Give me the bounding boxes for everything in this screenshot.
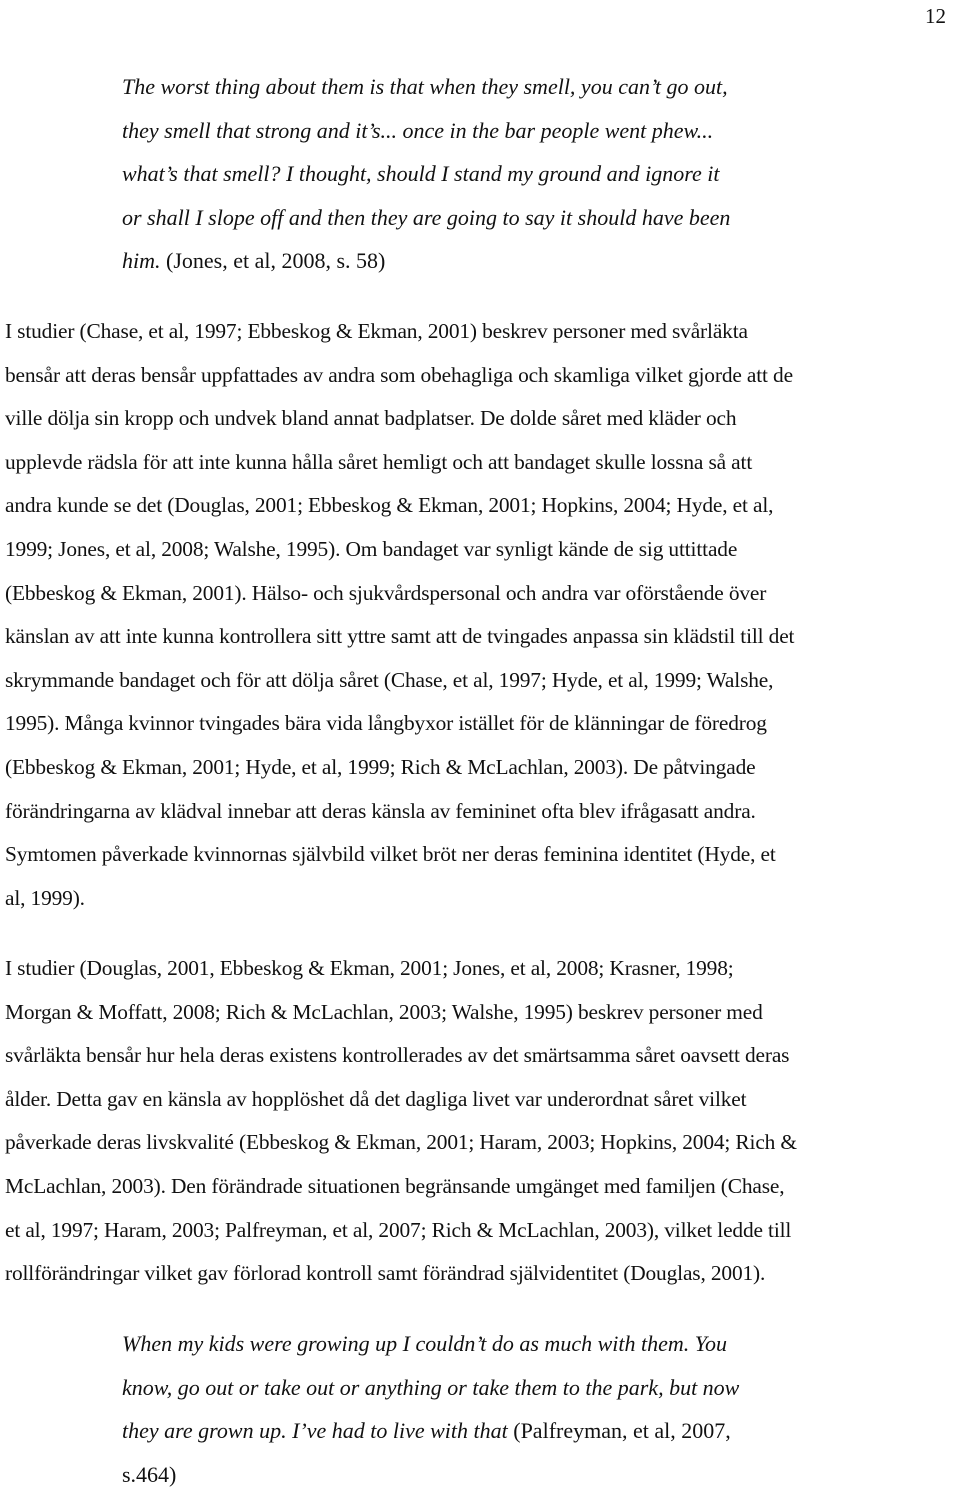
paragraph-2 (5, 947, 960, 1296)
paragraph-line: McLachlan, 2003). Den förändrade situationen begränsande umgänget med familjen (Chase, (5, 1165, 960, 1209)
paragraph-line: rollförändringar vilket gav förlorad kontroll samt förändrad självidentitet (Douglas, 2001). (5, 1252, 960, 1296)
paragraph-line: ålder. Detta gav en känsla av hopplöshet då det dagliga livet var underordnat såret vilket (5, 1078, 960, 1122)
paragraph-line: (Ebbeskog & Ekman, 2001). Hälso- och sjukvårdspersonal och andra var oförstående över (5, 572, 960, 616)
block-quote-1 (122, 65, 882, 283)
quote-line: what’s that smell? I thought, should I stand my ground and ignore it (122, 152, 882, 196)
paragraph-line: ville dölja sin kropp och undvek bland annat badplatser. De dolde såret med kläder och (5, 397, 960, 441)
paragraph-line: (Ebbeskog & Ekman, 2001; Hyde, et al, 1999; Rich & McLachlan, 2003). De påtvingade (5, 746, 960, 790)
quote-line (122, 239, 882, 283)
quote-line: they smell that strong and it’s... once in the bar people went phew... (122, 109, 882, 153)
block-quote-2 (122, 1322, 882, 1496)
paragraph-line: al, 1999). (5, 877, 960, 921)
paragraph-line: upplevde rädsla för att inte kunna hålla såret hemligt och att bandaget skulle lossna så att (5, 441, 960, 485)
paragraph-line: 1999; Jones, et al, 2008; Walshe, 1995). Om bandaget var synligt kände de sig uttittade (5, 528, 960, 572)
quote-line: know, go out or take out or anything or take them to the park, but now (122, 1366, 882, 1410)
quote-line (122, 1409, 882, 1453)
quote-citation: (Jones, et al, 2008, s. 58) (161, 248, 386, 273)
quote-citation: (Palfreyman, et al, 2007, (508, 1418, 731, 1443)
paragraph-line: I studier (Chase, et al, 1997; Ebbeskog & Ekman, 2001) beskrev personer med svårläkta (5, 310, 960, 354)
quote-line: or shall I slope off and then they are going to say it should have been (122, 196, 882, 240)
quote-citation-end: s.464) (122, 1453, 882, 1496)
paragraph-line: känslan av att inte kunna kontrollera sitt yttre samt att de tvingades anpassa sin klädstil till det (5, 615, 960, 659)
page-number: 12 (925, 4, 946, 28)
quote-line: The worst thing about them is that when they smell, you can’t go out, (122, 65, 882, 109)
paragraph-line: Morgan & Moffatt, 2008; Rich & McLachlan, 2003; Walshe, 1995) beskrev personer med (5, 991, 960, 1035)
quote-line: When my kids were growing up I couldn’t do as much with them. You (122, 1322, 882, 1366)
paragraph-line: I studier (Douglas, 2001, Ebbeskog & Ekman, 2001; Jones, et al, 2008; Krasner, 1998; (5, 947, 960, 991)
paragraph-line: svårläkta bensår hur hela deras existens kontrollerades av det smärtsamma såret oavsett deras (5, 1034, 960, 1078)
quote-text: they are grown up. I’ve had to live with that (122, 1418, 508, 1443)
paragraph-line: skrymmande bandaget och för att dölja såret (Chase, et al, 1997; Hyde, et al, 1999; Walshe, (5, 659, 960, 703)
paragraph-line: andra kunde se det (Douglas, 2001; Ebbeskog & Ekman, 2001; Hopkins, 2004; Hyde, et al, (5, 484, 960, 528)
paragraph-1 (5, 310, 960, 920)
paragraph-line: 1995). Många kvinnor tvingades bära vida långbyxor istället för de klänningar de föredrog (5, 702, 960, 746)
paragraph-line: förändringarna av klädval innebar att deras känsla av femininet ofta blev ifrågasatt andra. (5, 790, 960, 834)
quote-text: him. (122, 248, 161, 273)
paragraph-line: påverkade deras livskvalité (Ebbeskog & Ekman, 2001; Haram, 2003; Hopkins, 2004; Rich & (5, 1121, 960, 1165)
paragraph-line: et al, 1997; Haram, 2003; Palfreyman, et al, 2007; Rich & McLachlan, 2003), vilket ledde till (5, 1209, 960, 1253)
paragraph-line: Symtomen påverkade kvinnornas självbild vilket bröt ner deras feminina identitet (Hyde, et (5, 833, 960, 877)
paragraph-line: bensår att deras bensår uppfattades av andra som obehagliga och skamliga vilket gjorde att de (5, 354, 960, 398)
